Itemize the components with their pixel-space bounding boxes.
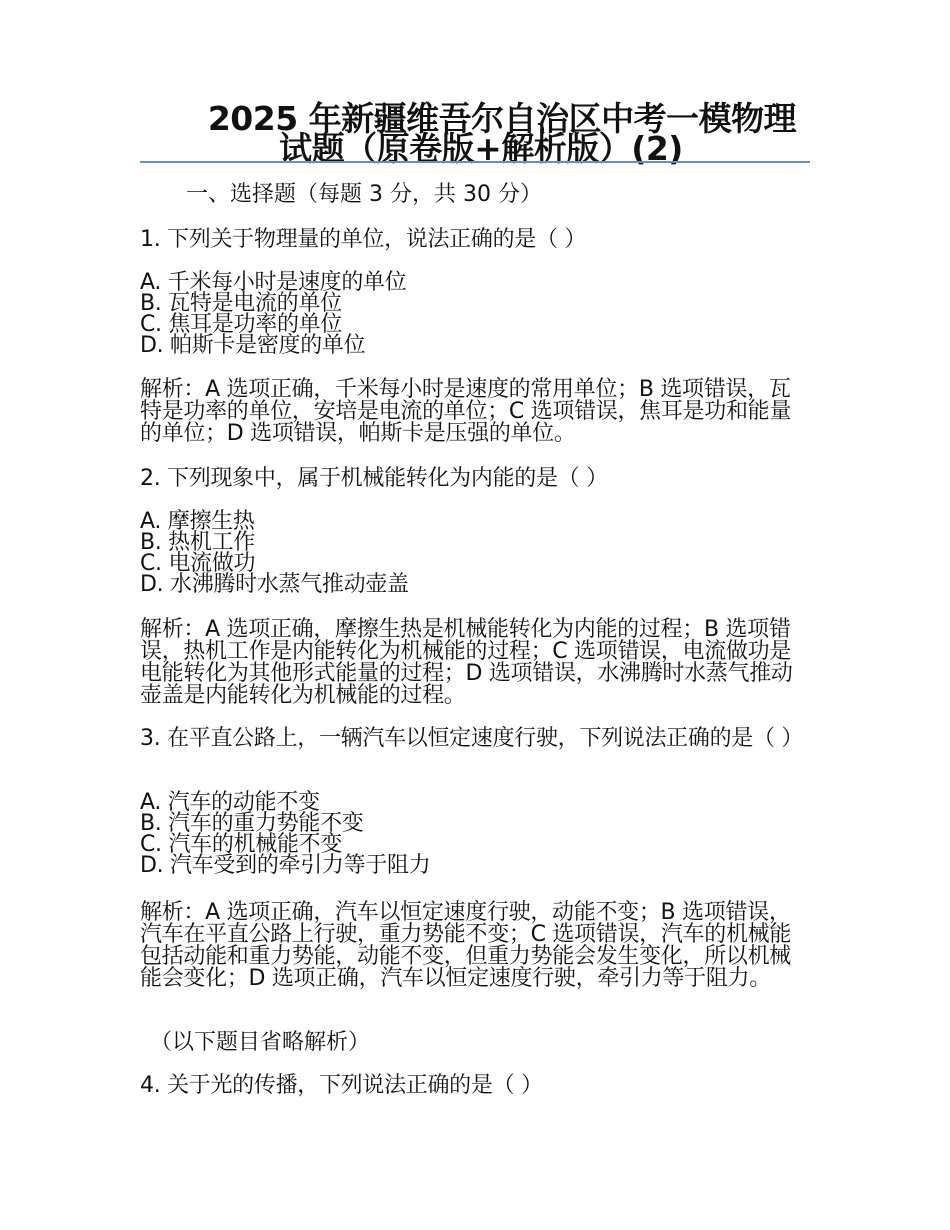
q2-option-b: B. 热机工作 <box>140 530 255 555</box>
q1-option-d: D. 帕斯卡是密度的单位 <box>140 333 366 358</box>
question-2-stem: 2. 下列现象中，属于机械能转化为内能的是（ ） <box>140 466 608 491</box>
question-1-stem: 1. 下列关于物理量的单位，说法正确的是（ ） <box>140 227 587 252</box>
question-1-options <box>140 272 812 356</box>
question-3-analysis: 解析：A 选项正确，汽车以恒定速度行驶，动能不变；B 选项错误，汽车在平直公路上行驶，重力势能不变；C 选项错误，汽车的机械能包括动能和重力势能，动能不变，但重力势能会发生变化，所以机械能会变化；D 选项正确，汽车以恒定速度行驶，牵引力等于阻力。 <box>140 900 792 991</box>
q3-option-c: C. 汽车的机械能不变 <box>140 832 343 857</box>
question-3-stem: 3. 在平直公路上，一辆汽车以恒定速度行驶，下列说法正确的是（ ） <box>140 726 804 751</box>
section-heading: 一、选择题（每题 3 分，共 30 分） <box>186 182 542 207</box>
document-title <box>140 99 810 168</box>
q1-option-c: C. 焦耳是功率的单位 <box>140 312 343 337</box>
omitted-analysis-note: （以下题目省略解析） <box>150 1030 371 1055</box>
question-2-options <box>140 511 812 595</box>
question-2-analysis: 解析：A 选项正确，摩擦生热是机械能转化为内能的过程；B 选项错误，热机工作是内能转化为机械能的过程；C 选项错误，电流做功是电能转化为其他形式能量的过程；D 选项错误，水沸腾时水蒸气推动壶盖是内能转化为机械能的过程。 <box>140 617 793 708</box>
title-underline <box>140 161 810 163</box>
question-4-stem: 4. 关于光的传播，下列说法正确的是（ ） <box>140 1073 543 1098</box>
q3-option-b: B. 汽车的重力势能不变 <box>140 811 364 836</box>
q2-option-c: C. 电流做功 <box>140 551 256 576</box>
title-line-1: 2025 年新疆维吾尔自治区中考一模物理 <box>207 99 797 138</box>
q3-option-d: D. 汽车受到的牵引力等于阻力 <box>140 853 431 878</box>
question-3-options <box>140 792 812 876</box>
title-line-2: 试题（原卷版+解析版）(2) <box>279 129 683 168</box>
q3-option-a: A. 汽车的动能不变 <box>140 790 320 815</box>
q1-option-a: A. 千米每小时是速度的单位 <box>140 270 407 295</box>
question-1-analysis: 解析：A 选项正确，千米每小时是速度的常用单位；B 选项错误，瓦特是功率的单位，安培是电流的单位；C 选项错误，焦耳是功和能量的单位；D 选项错误，帕斯卡是压强的单位。 <box>140 377 792 446</box>
q1-option-b: B. 瓦特是电流的单位 <box>140 291 342 316</box>
q2-option-d: D. 水沸腾时水蒸气推动壶盖 <box>140 572 409 597</box>
q2-option-a: A. 摩擦生热 <box>140 509 255 534</box>
